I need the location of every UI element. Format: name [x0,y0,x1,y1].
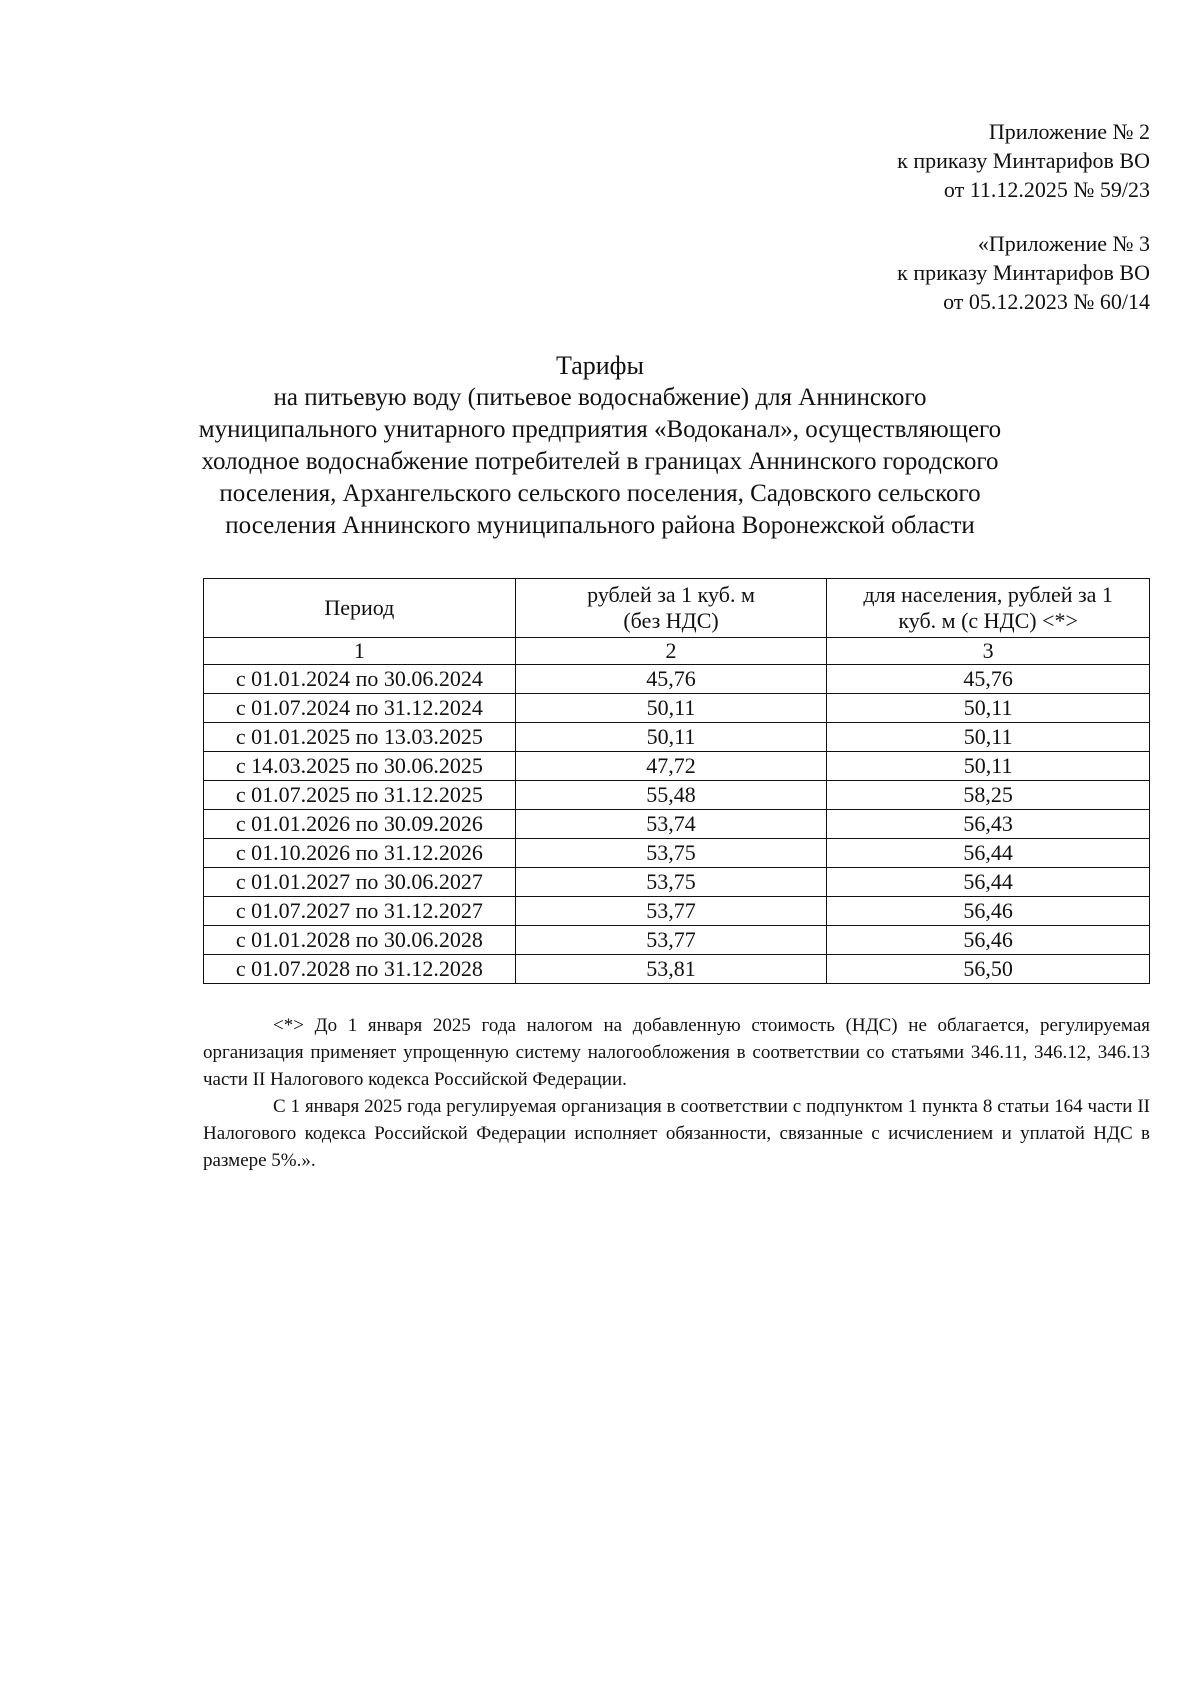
cell-price-with-vat: 56,44 [827,868,1150,897]
table-row [204,781,1150,810]
column-number-row [204,638,1150,665]
cell-period: с 01.01.2024 по 30.06.2024 [204,665,516,694]
appendix-current-line2: к приказу Минтарифов ВО [897,148,1150,173]
cell-price-with-vat: 50,11 [827,752,1150,781]
header-price-no-vat-line2: (без НДС) [623,608,719,633]
cell-period: с 01.10.2026 по 31.12.2026 [204,839,516,868]
appendix-amended-line3: от 05.12.2023 № 60/14 [943,289,1150,314]
header-price-with-vat [827,579,1150,638]
cell-price-no-vat: 50,11 [515,723,827,752]
title-line-4: поселения, Архангельского сельского поселения, Садовского сельского [219,480,981,507]
table-row [204,839,1150,868]
appendix-amended-line1: «Приложение № 3 [977,231,1150,256]
title-line-5: поселения Аннинского муниципального района Воронежской области [225,512,975,539]
table-row [204,897,1150,926]
cell-price-no-vat: 55,48 [515,781,827,810]
cell-period: с 01.01.2027 по 30.06.2027 [204,868,516,897]
table-header-row [204,579,1150,638]
cell-price-with-vat: 45,76 [827,665,1150,694]
column-number: 1 [204,638,516,665]
appendix-amended-line2: к приказу Минтарифов ВО [897,260,1150,285]
cell-price-with-vat: 58,25 [827,781,1150,810]
table-row [204,665,1150,694]
header-price-no-vat-line1: рублей за 1 куб. м [587,582,755,607]
cell-period: с 01.07.2024 по 31.12.2024 [204,694,516,723]
title-line-1: на питьевую воду (питьевое водоснабжение) для Аннинского [273,384,927,411]
footnotes [203,1012,1150,1174]
cell-price-with-vat: 56,50 [827,955,1150,984]
header-price-with-vat-line2: куб. м (с НДС) <*> [898,608,1078,633]
cell-period: с 01.01.2028 по 30.06.2028 [204,926,516,955]
cell-period: с 14.03.2025 по 30.06.2025 [204,752,516,781]
cell-price-no-vat: 53,77 [515,897,827,926]
cell-price-with-vat: 50,11 [827,694,1150,723]
cell-price-no-vat: 53,74 [515,810,827,839]
header-period: Период [204,579,516,638]
table-row [204,810,1150,839]
cell-price-no-vat: 53,75 [515,868,827,897]
footnote-vat-exemption: <*> До 1 января 2025 года налогом на добавленную стоимость (НДС) не облагается, регулируемая организация применяет упрощенную систему налогообложения в соответствии со статьями 346.11, 346.12, 346.13 части II Налогового кодекса Российской Федерации. [203,1015,1150,1090]
cell-period: с 01.07.2025 по 31.12.2025 [204,781,516,810]
appendix-current-line3: от 11.12.2025 № 59/23 [943,177,1150,202]
cell-price-with-vat: 56,44 [827,839,1150,868]
footnote-vat-obligation: С 1 января 2025 года регулируемая организация в соответствии с подпунктом 1 пункта 8 статьи 164 части II Налогового кодекса Российской Федерации исполняет обязанности, связанные с исчислением и уплатой НДС в размере 5%.». [203,1096,1150,1171]
cell-price-with-vat: 56,46 [827,897,1150,926]
title-heading: Тарифы [555,351,644,380]
cell-period: с 01.07.2028 по 31.12.2028 [204,955,516,984]
cell-price-no-vat: 53,81 [515,955,827,984]
appendix-current-line1: Приложение № 2 [988,119,1150,144]
cell-price-no-vat: 45,76 [515,665,827,694]
cell-price-no-vat: 50,11 [515,694,827,723]
appendix-amended-order [897,229,1150,316]
table-row [204,926,1150,955]
header-price-no-vat [515,579,827,638]
cell-price-no-vat: 47,72 [515,752,827,781]
cell-price-with-vat: 50,11 [827,723,1150,752]
table-row [204,955,1150,984]
cell-period: с 01.07.2027 по 31.12.2027 [204,897,516,926]
cell-period: с 01.01.2026 по 30.09.2026 [204,810,516,839]
table-row [204,723,1150,752]
cell-price-no-vat: 53,75 [515,839,827,868]
table-row [204,752,1150,781]
tariffs-table [203,578,1150,984]
column-number: 2 [515,638,827,665]
table-row [204,868,1150,897]
document-title [150,350,1050,542]
column-number: 3 [827,638,1150,665]
cell-period: с 01.01.2025 по 13.03.2025 [204,723,516,752]
header-price-with-vat-line1: для населения, рублей за 1 [863,582,1113,607]
title-line-2: муниципального унитарного предприятия «Водоканал», осуществляющего [198,416,1002,443]
appendix-current-order [897,117,1150,204]
title-line-3: холодное водоснабжение потребителей в границах Аннинского городского [201,448,999,475]
cell-price-no-vat: 53,77 [515,926,827,955]
cell-price-with-vat: 56,43 [827,810,1150,839]
table-row [204,694,1150,723]
cell-price-with-vat: 56,46 [827,926,1150,955]
